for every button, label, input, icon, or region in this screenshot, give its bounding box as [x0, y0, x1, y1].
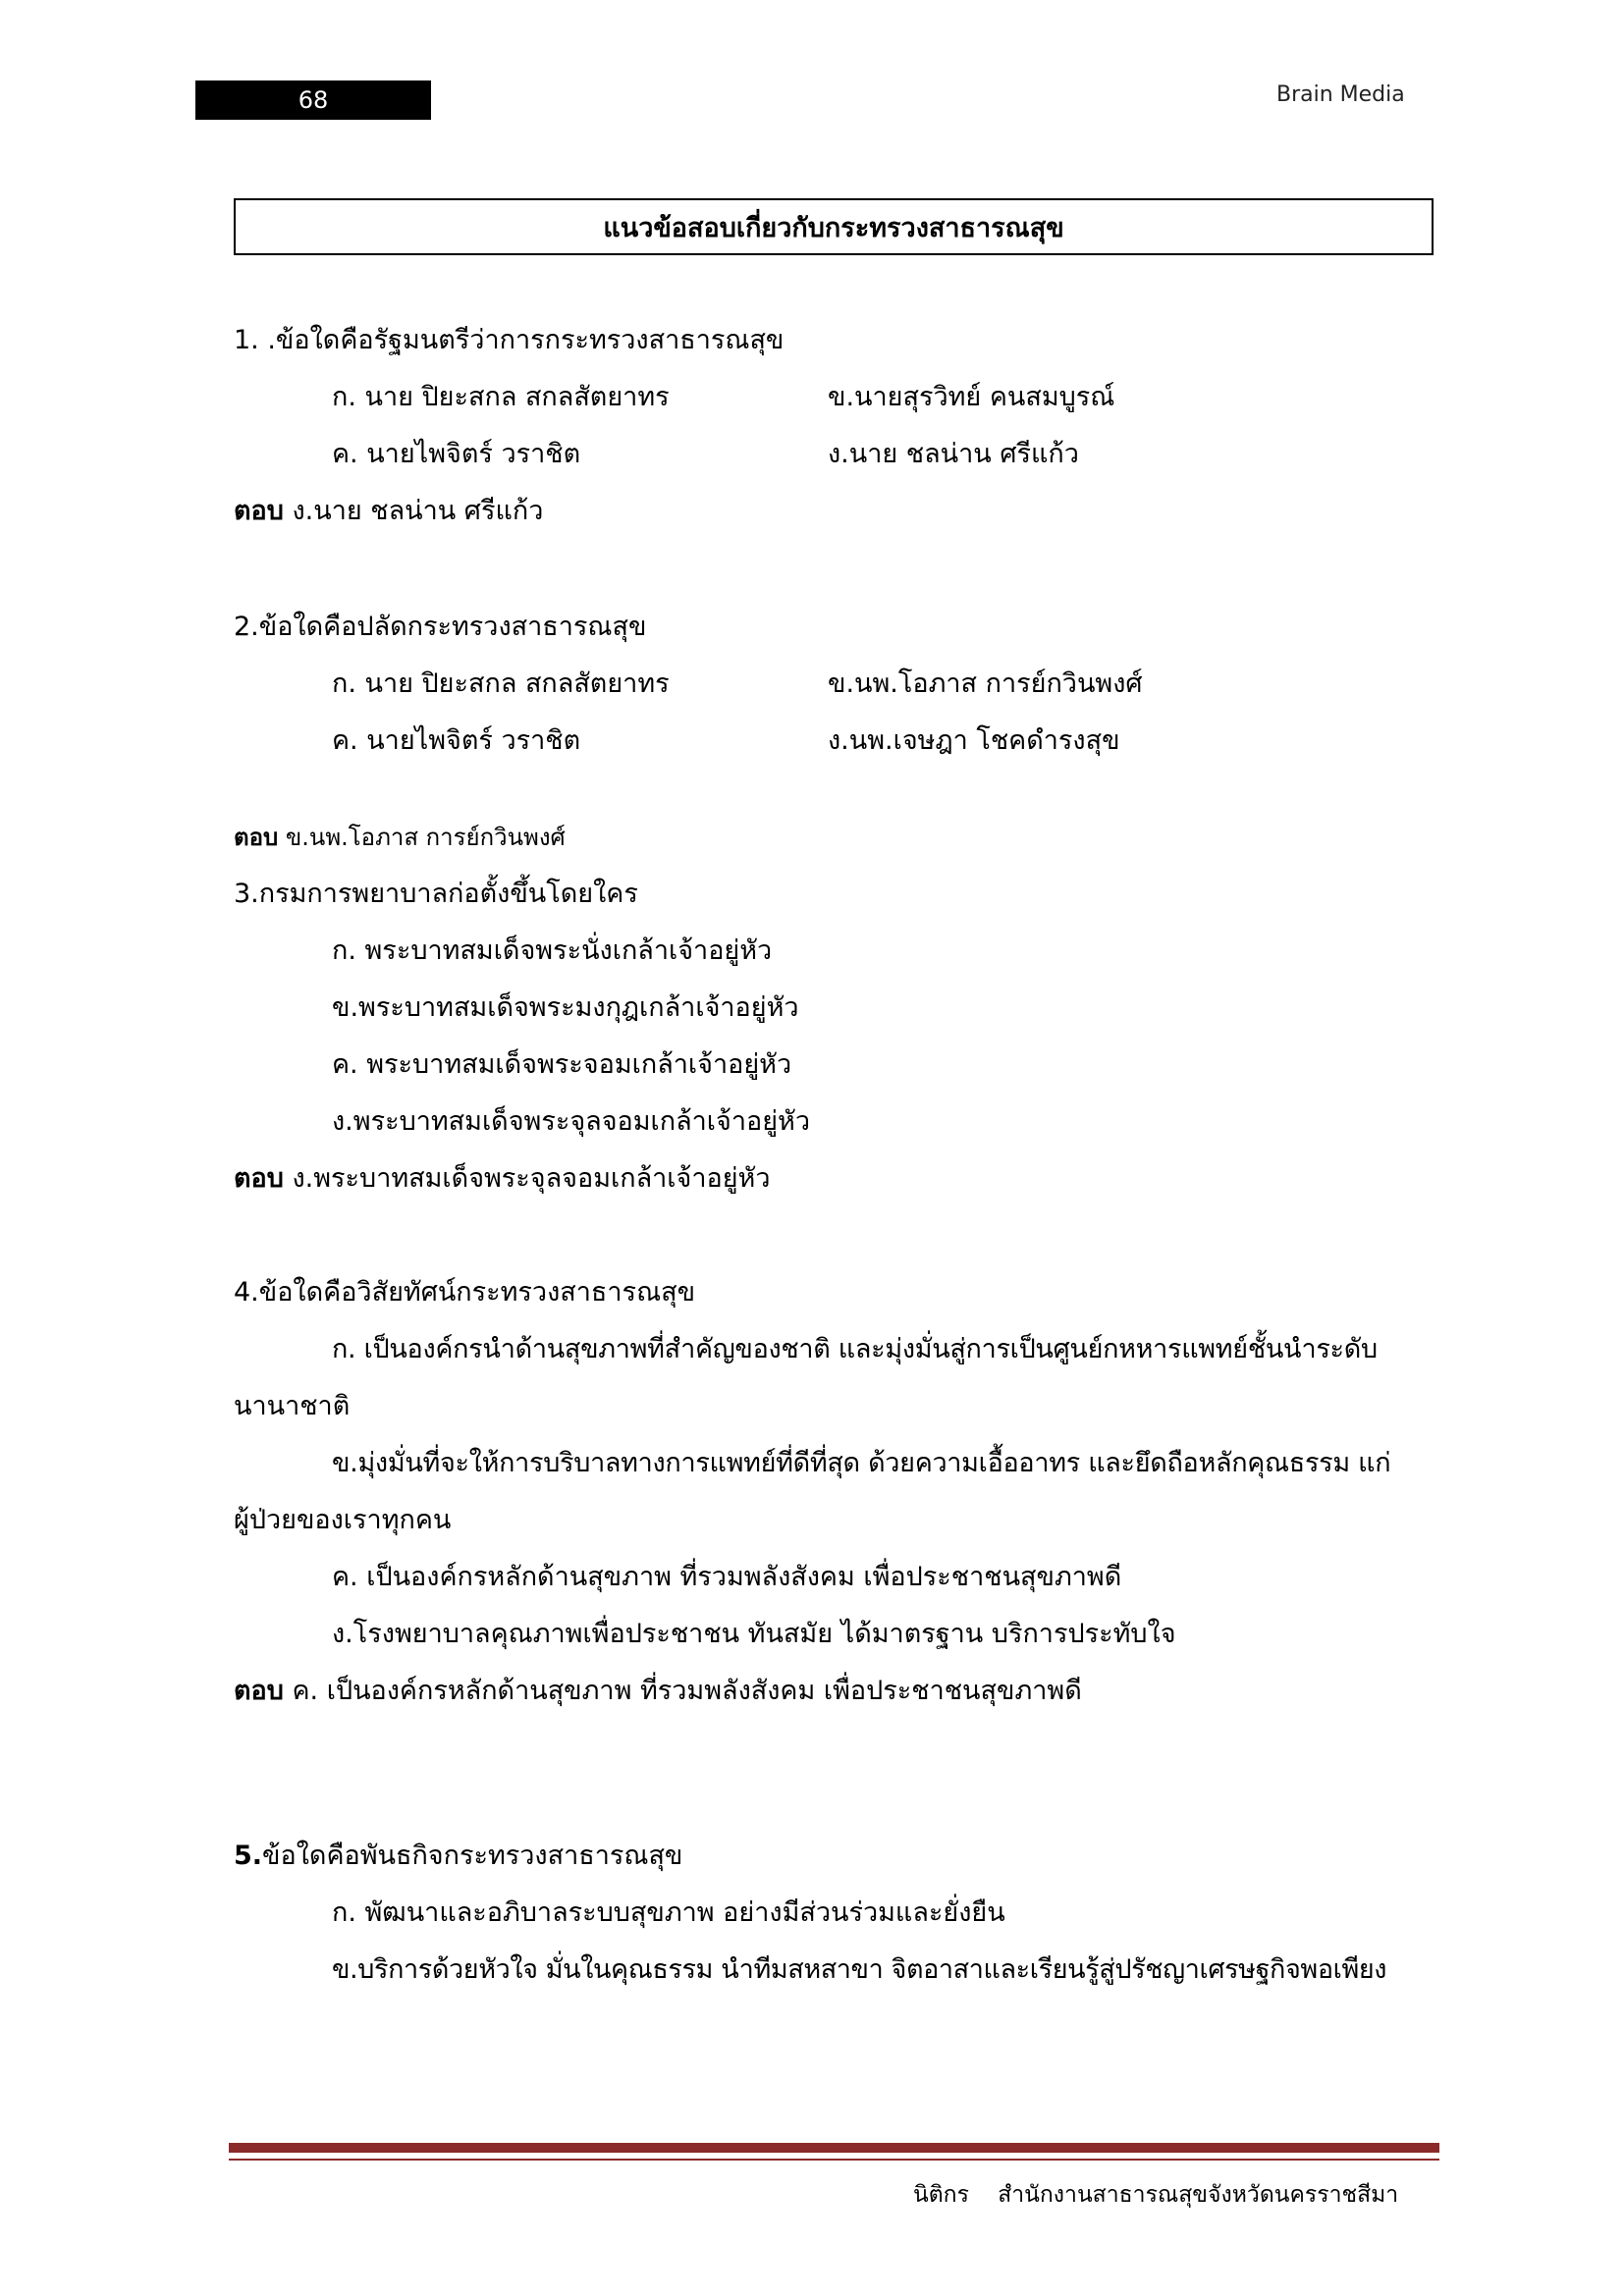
q3-option-d: ง.พระบาทสมเด็จพระจุลจอมเกล้าเจ้าอยู่หัว: [332, 1106, 811, 1137]
page-title-text: แนวข้อสอบเกี่ยวกับกระทรวงสาธารณสุข: [603, 212, 1064, 243]
q5-question-text: ข้อใดคือพันธกิจกระทรวงสาธารณสุข: [262, 1841, 683, 1871]
page-title: [234, 198, 1434, 255]
q4-answer-text: ค. เป็นองค์กรหลักด้านสุขภาพ ที่รวมพลังสังคม เพื่อประชาชนสุขภาพดี: [292, 1676, 1082, 1706]
publisher-name: Brain Media: [1276, 82, 1405, 107]
q3-option-b: ข.พระบาทสมเด็จพระมงกุฎเกล้าเจ้าอยู่หัว: [332, 992, 799, 1023]
q4-option-b-line1: ข.มุ่งมั่นที่จะให้การบริบาลทางการแพทย์ที่ดีที่สุด ด้วยความเอื้ออาทร และยึดถือหลักคุณธรรม แก่: [332, 1448, 1391, 1478]
q1-option-b: ข.นายสุรวิทย์ คนสมบูรณ์: [828, 382, 1115, 412]
q4-option-c: ค. เป็นองค์กรหลักด้านสุขภาพ ที่รวมพลังสังคม เพื่อประชาชนสุขภาพดี: [332, 1562, 1122, 1592]
question-5: [234, 1840, 682, 1873]
q3-option-c: ค. พระบาทสมเด็จพระจอมเกล้าเจ้าอยู่หัว: [332, 1049, 792, 1080]
footer-office: สำนักงานสาธารณสุขจังหวัดนครราชสีมา: [998, 2182, 1399, 2208]
q2-option-d: ง.นพ.เจษฎา โชคดำรงสุข: [828, 725, 1120, 756]
q5-number: 5.: [234, 1841, 263, 1871]
question-4: 4.ข้อใดคือวิสัยทัศน์กระทรวงสาธารณสุข: [234, 1277, 696, 1308]
q2-option-a: ก. นาย ปิยะสกล สกลสัตยาทร: [332, 668, 670, 699]
q4-option-a-line1: ก. เป็นองค์กรนำด้านสุขภาพที่สำคัญของชาติ และมุ่งมั่นสู่การเป็นศูนย์กหหารแพทย์ชั้นนำระดับ: [332, 1334, 1378, 1364]
q4-option-b-line2: ผู้ป่วยของเราทุกคน: [234, 1505, 452, 1535]
question-2: 2.ข้อใดคือปลัดกระทรวงสาธารณสุข: [234, 612, 647, 642]
question-1: 1. .ข้อใดคือรัฐมนตรีว่าการกระทรวงสาธารณสุข: [234, 325, 785, 355]
page-number: 68: [195, 80, 431, 120]
q4-option-d: ง.โรงพยาบาลคุณภาพเพื่อประชาชน ทันสมัย ได้มาตรฐาน บริการประทับใจ: [332, 1619, 1176, 1649]
q3-answer-text: ง.พระบาทสมเด็จพระจุลจอมเกล้าเจ้าอยู่หัว: [292, 1163, 771, 1194]
q2-answer: [234, 821, 566, 854]
answer-label: ตอบ: [234, 824, 279, 851]
q2-option-c: ค. นายไพจิตร์ วราชิต: [332, 725, 581, 756]
q1-option-c: ค. นายไพจิตร์ วราชิต: [332, 439, 581, 469]
q1-answer: [234, 495, 543, 528]
q1-option-d: ง.นาย ชลน่าน ศรีแก้ว: [828, 439, 1079, 469]
answer-label: ตอบ: [234, 1676, 284, 1706]
question-3: 3.กรมการพยาบาลก่อตั้งขึ้นโดยใคร: [234, 879, 638, 909]
footer-divider-thin: [229, 2159, 1439, 2161]
q1-answer-text: ง.นาย ชลน่าน ศรีแก้ว: [292, 496, 544, 526]
q5-option-a: ก. พัฒนาและอภิบาลระบบสุขภาพ อย่างมีส่วนร่วมและยั่งยืน: [332, 1897, 1005, 1928]
answer-label: ตอบ: [234, 1163, 284, 1194]
answer-label: ตอบ: [234, 496, 284, 526]
q4-option-a-line2: นานาชาติ: [234, 1391, 351, 1421]
q3-answer: [234, 1162, 771, 1196]
q3-option-a: ก. พระบาทสมเด็จพระนั่งเกล้าเจ้าอยู่หัว: [332, 935, 773, 966]
q2-answer-text: ข.นพ.โอภาส การย์กวินพงศ์: [285, 824, 566, 851]
q4-answer: [234, 1675, 1082, 1708]
footer-divider: [229, 2143, 1439, 2153]
q1-option-a: ก. นาย ปิยะสกล สกลสัตยาทร: [332, 382, 670, 412]
q5-option-b: ข.บริการด้วยหัวใจ มั่นในคุณธรรม นำทีมสหสาขา จิตอาสาและเรียนรู้สู่ปรัชญาเศรษฐกิจพอเพียง: [332, 1954, 1387, 1985]
q2-option-b: ข.นพ.โอภาส การย์กวินพงศ์: [828, 668, 1143, 699]
footer-text: [913, 2177, 1398, 2213]
footer-author: นิติกร: [913, 2182, 969, 2208]
